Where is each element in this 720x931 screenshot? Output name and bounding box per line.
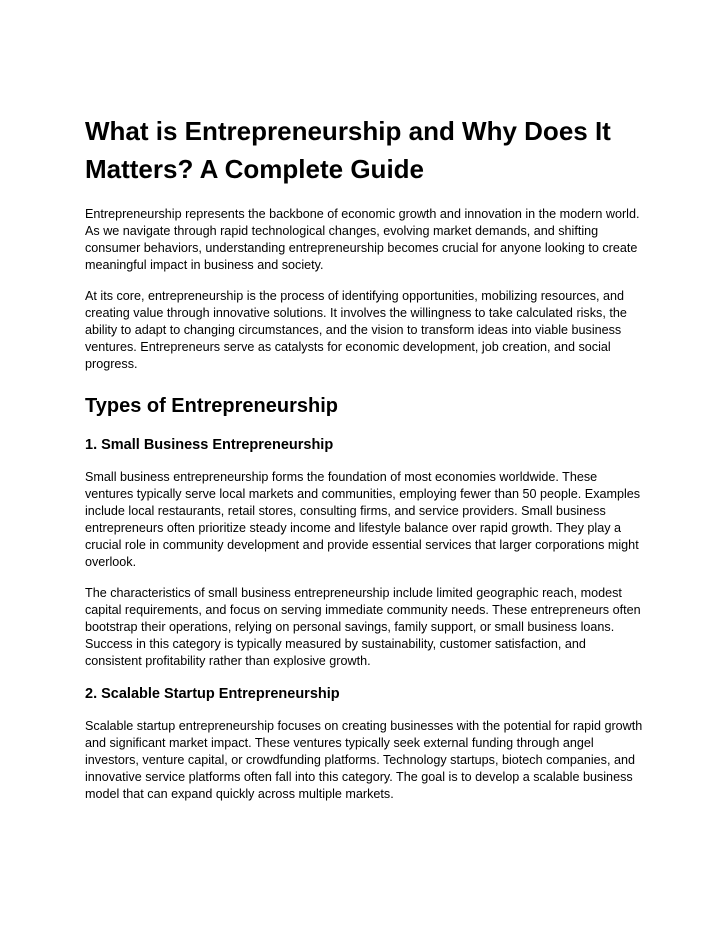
section-heading-small-business: 1. Small Business Entrepreneurship xyxy=(85,437,334,453)
types-heading: Types of Entrepreneurship xyxy=(85,395,339,417)
document-title: What is Entrepreneurship and Why Does It Matters? A Complete Guide xyxy=(85,116,611,184)
intro-paragraph-1: Entrepreneurship represents the backbone of economic growth and innovation in the modern world. As we navigate through rapid technological changes, evolving market demands, and shifting consumer behaviors, understanding entrepreneurship becomes crucial for anyone looking to create meaningful impact in business and society. xyxy=(85,207,640,272)
intro-paragraph-2: At its core, entrepreneurship is the process of identifying opportunities, mobilizing resources, and creating value through innovative solutions. It involves the willingness to take calculated risks, the ability to adapt to changing circumstances, and the vision to transform ideas into viable business ventures. Entrepreneurs serve as catalysts for economic development, job creation, and social progress. xyxy=(85,289,627,371)
small-business-paragraph-2: The characteristics of small business entrepreneurship include limited geographic reach, modest capital requirements, and focus on serving immediate community needs. These entrepreneurs often bootstrap their operations, relying on personal savings, family support, or small business loans. Success in this category is typically measured by sustainability, customer satisfaction, and consistent profitability rather than explosive growth. xyxy=(85,586,641,668)
section-heading-scalable-startup: 2. Scalable Startup Entrepreneurship xyxy=(85,686,340,702)
small-business-paragraph-1: Small business entrepreneurship forms the foundation of most economies worldwide. These ventures typically serve local markets and communities, employing fewer than 50 people. Examples include local restaurants, retail stores, consulting firms, and service providers. Small business entrepreneurs often prioritize steady income and lifestyle balance over rapid growth. They play a crucial role in community development and provide essential services that larger corporations might overlook. xyxy=(85,470,641,569)
scalable-startup-paragraph-1: Scalable startup entrepreneurship focuses on creating businesses with the potential for rapid growth and significant market impact. These ventures typically seek external funding through angel investors, venture capital, or crowdfunding platforms. Technology startups, biotech companies, and innovative service platforms often fall into this category. The goal is to develop a scalable business model that can expand quickly across multiple markets. xyxy=(85,719,643,801)
document-page xyxy=(85,112,645,817)
